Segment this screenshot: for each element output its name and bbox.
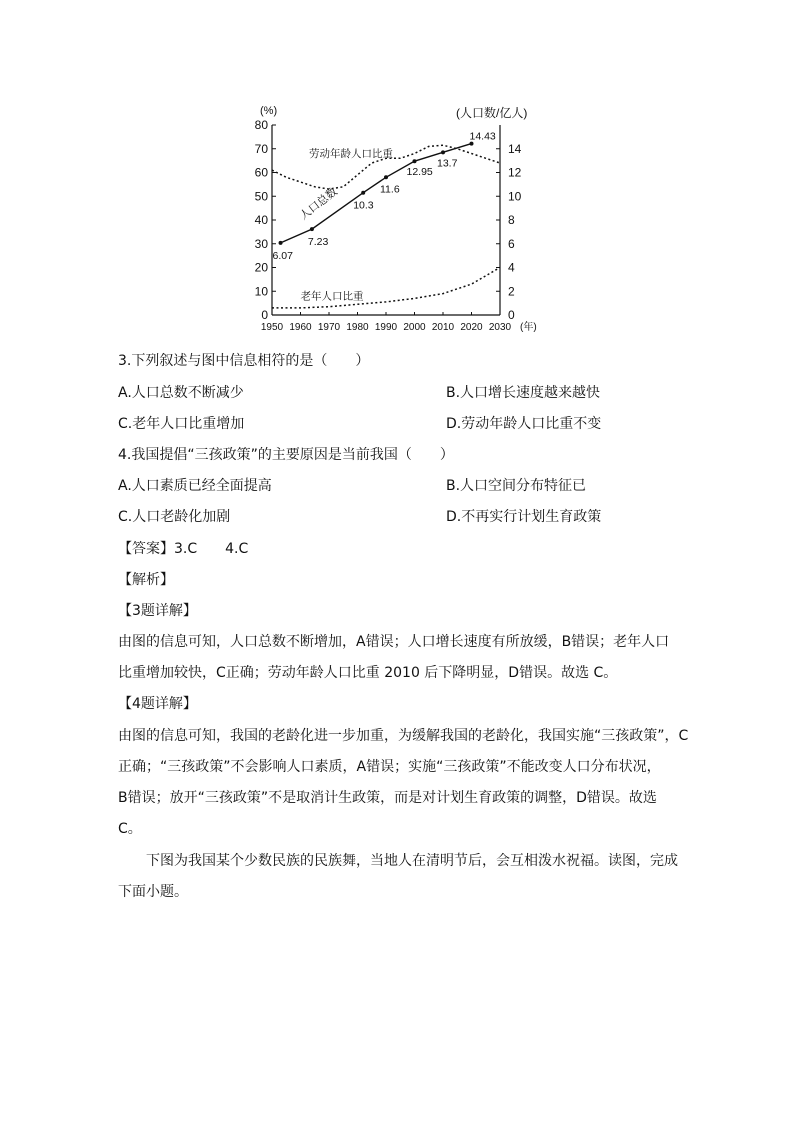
left-tick-label: 40 xyxy=(254,213,268,227)
right-axis-unit: (人口数/亿人) xyxy=(456,106,528,120)
analysis-q4-line-2: 正确；“三孩政策”不会影响人口素质，A错误；实施“三孩政策”不能改变人口分布状况， xyxy=(118,759,661,775)
data-point xyxy=(279,241,283,245)
right-tick-label: 0 xyxy=(508,308,515,322)
x-tick-label: 1980 xyxy=(346,322,369,333)
question-4-option-d: D.不再实行计划生育政策 xyxy=(446,509,602,525)
answer-label: 【答案】 xyxy=(118,541,174,557)
right-tick-label: 12 xyxy=(508,165,522,180)
x-tick-label: 1950 xyxy=(260,322,284,333)
question-3-option-d: D.劳动年龄人口比重不变 xyxy=(446,416,602,432)
x-tick-label: 2000 xyxy=(403,322,426,333)
chart-ticks xyxy=(255,118,537,333)
population-chart xyxy=(250,98,550,343)
next-intro-line-2: 下面小题。 xyxy=(118,884,188,900)
analysis-q4-line-4: C。 xyxy=(118,821,142,837)
answer-line xyxy=(118,539,248,559)
next-intro-line-1: 下图为我国某个少数民族的民族舞，当地人在清明节后，会互相泼水祝福。读图，完成 xyxy=(146,853,678,869)
left-tick-label: 20 xyxy=(254,260,268,275)
x-tick-label: 2010 xyxy=(431,322,455,333)
analysis-q3-title: 【3题详解】 xyxy=(118,603,197,619)
left-tick-label: 70 xyxy=(254,141,268,156)
left-axis-unit: (%) xyxy=(260,105,278,117)
question-4-stem: 4.我国提倡“三孩政策”的主要原因是当前我国（ ） xyxy=(118,447,454,463)
analysis-q3-line-1: 由图的信息可知，人口总数不断增加，A错误；人口增长速度有所放缓，B错误；老年人口 xyxy=(118,634,670,650)
chart-series xyxy=(272,142,500,308)
right-tick-label: 2 xyxy=(508,284,515,299)
right-tick-label: 6 xyxy=(508,236,515,251)
question-4-option-c: C.人口老龄化加剧 xyxy=(118,509,231,525)
answer-value: 3.C 4.C xyxy=(174,541,249,557)
data-label: 10.3 xyxy=(353,199,374,212)
left-tick-label: 50 xyxy=(254,189,268,204)
left-tick-label: 0 xyxy=(261,308,268,322)
chart-labels xyxy=(260,105,527,303)
data-point xyxy=(310,227,314,231)
data-label: 14.43 xyxy=(469,130,496,143)
right-tick-label: 4 xyxy=(508,260,515,275)
data-point xyxy=(413,159,417,163)
analysis-q4-title: 【4题详解】 xyxy=(118,696,197,712)
left-tick-label: 60 xyxy=(254,165,268,180)
data-point xyxy=(361,191,365,195)
right-tick-label: 10 xyxy=(508,189,522,204)
x-tick-label: 2020 xyxy=(460,322,483,333)
analysis-label: 【解析】 xyxy=(118,572,174,588)
left-tick-label: 10 xyxy=(254,284,268,299)
data-label: 11.6 xyxy=(380,183,400,196)
question-3-stem: 3.下列叙述与图中信息相符的是（ ） xyxy=(118,353,370,369)
right-tick-label: 14 xyxy=(508,141,522,156)
data-point xyxy=(441,150,445,154)
x-tick-label: 1970 xyxy=(317,322,341,333)
right-tick-label: 8 xyxy=(508,213,515,227)
question-3-option-b: B.人口增长速度越来越快 xyxy=(446,385,601,401)
analysis-q4-line-1: 由图的信息可知，我国的老龄化进一步加重，为缓解我国的老龄化，我国实施“三孩政策”，C xyxy=(118,728,689,744)
question-4-option-b: B.人口空间分布特征已 xyxy=(446,478,587,494)
series-name-total: 人口总数 xyxy=(297,185,340,223)
data-label: 7.23 xyxy=(307,236,329,249)
left-tick-label: 30 xyxy=(254,236,268,251)
question-3-option-a: A.人口总数不断减少 xyxy=(118,385,244,401)
x-axis-unit: (年) xyxy=(520,322,537,333)
data-point xyxy=(384,175,388,179)
x-tick-label: 1990 xyxy=(374,322,398,333)
question-4-option-a: A.人口素质已经全面提高 xyxy=(118,478,272,494)
left-tick-label: 80 xyxy=(254,118,268,132)
data-label: 13.7 xyxy=(437,157,458,170)
data-label: 12.95 xyxy=(406,166,433,179)
analysis-q3-line-2: 比重增加较快，C正确；劳动年龄人口比重 2010 后下降明显，D错误。故选 C。 xyxy=(118,665,618,681)
data-label: 6.07 xyxy=(272,249,293,262)
question-3-option-c: C.老年人口比重增加 xyxy=(118,416,245,432)
x-tick-label: 1960 xyxy=(289,322,312,333)
analysis-q4-line-3: B错误；放开“三孩政策”不是取消计生政策，而是对计划生育政策的调整，D错误。故选 xyxy=(118,790,657,806)
x-tick-label: 2030 xyxy=(488,322,512,333)
series-name-labor: 劳动年龄人口比重 xyxy=(309,148,394,161)
series-name-elderly: 老年人口比重 xyxy=(300,290,364,303)
